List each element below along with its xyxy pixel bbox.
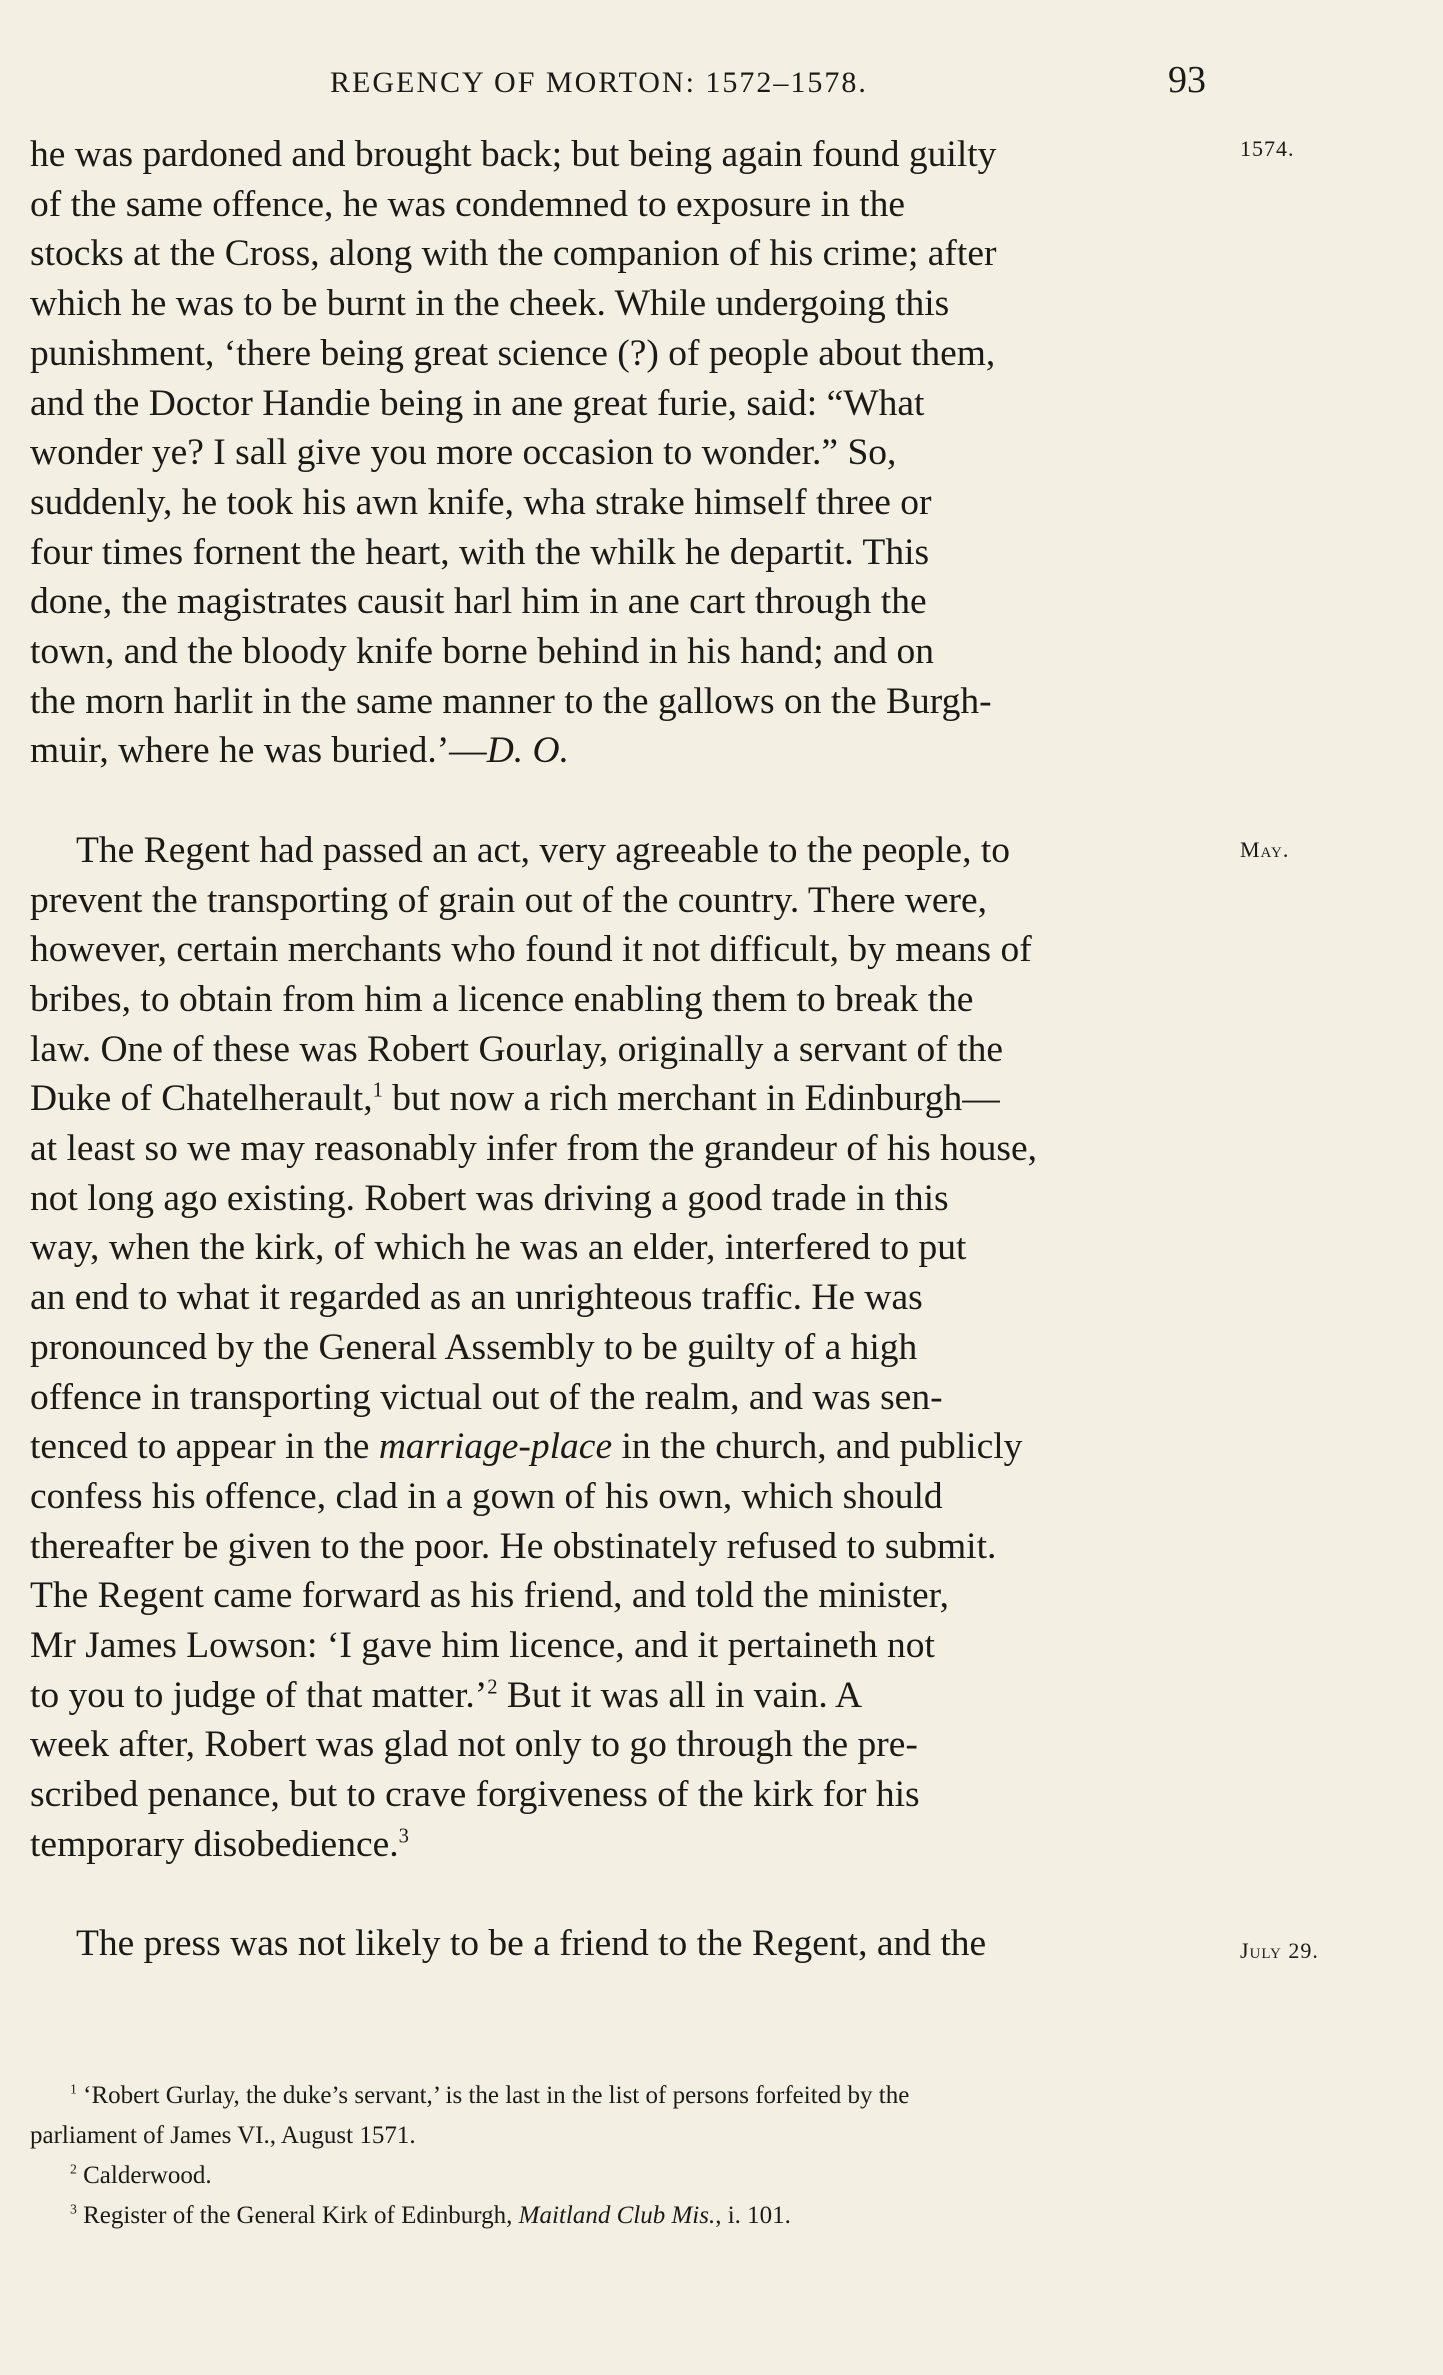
text-line: thereafter be given to the poor. He obstinately refused to submit. [30,1525,997,1567]
text-line: however, certain merchants who found it not difficult, by means of [30,929,1032,971]
text-segment: in the church, and publicly [621,1426,1023,1468]
margin-note-may: May. [1240,837,1290,862]
text-line: of the same offence, he was condemned to exposure in the [30,183,906,225]
footnote-mark: 3 [70,2201,77,2217]
text-line: suddenly, he took his awn knife, wha strake himself three or [30,481,932,523]
footnote-1 [30,2076,1260,2116]
body-text [30,130,1230,1969]
signature-initials: D. O. [486,730,569,772]
text-line: town, and the bloody knife borne behind in his hand; and on [30,631,935,673]
footnote-3 [30,2196,1260,2236]
text-line: prevent the transporting of grain out of the country. There were, [30,879,987,921]
page-number: 93 [1168,59,1206,101]
margin-note-year: 1574. [1240,136,1295,161]
text-segment: Duke of Chatelherault, [30,1078,373,1120]
text-line [30,1820,1230,1870]
text-segment: but now a rich merchant in Edinburgh— [392,1078,1000,1120]
footnote-italic-title: Maitland Club Mis. [518,2202,716,2229]
footnote-ref: 1 [372,1079,383,1102]
text-line [30,726,1230,776]
paragraph-1 [30,130,1230,776]
text-line: an end to what it regarded as an unrighteous traffic. He was [30,1277,923,1319]
text-segment: tenced to appear in the [30,1426,370,1468]
text-line: at least so we may reasonably infer from the grandeur of his house, [30,1128,1037,1170]
page-header [0,58,1443,108]
text-line: four times fornent the heart, with the whilk he departit. This [30,531,930,573]
text-line: way, when the kirk, of which he was an elder, interfered to put [30,1227,967,1269]
footnote-1-continuation [30,2116,1260,2156]
text-line: pronounced by the General Assembly to be guilty of a high [30,1326,918,1368]
text-line: offence in transporting victual out of the realm, and was sen- [30,1376,943,1418]
footnote-ref: 2 [487,1676,498,1699]
text-line: which he was to be burnt in the cheek. While undergoing this [30,283,950,325]
footnotes [30,2076,1260,2236]
text-line [30,1422,1230,1472]
text-line: Mr James Lowson: ‘I gave him licence, and it pertaineth not [30,1625,935,1667]
text-line: confess his offence, clad in a gown of his own, which should [30,1475,943,1517]
text-line [30,1671,1230,1721]
text-segment: But it was all in vain. A [506,1674,863,1716]
text-line: stocks at the Cross, along with the companion of his crime; after [30,233,997,275]
paragraph-2 [30,826,1230,1870]
text-line: done, the magistrates causit harl him in ane cart through the [30,581,927,623]
text-line: The Regent came forward as his friend, and told the minister, [30,1575,950,1617]
footnote-text: parliament of James VI., August 1571. [30,2122,416,2149]
footnote-text: , i. 101. [715,2202,791,2229]
footnote-text: Register of the General Kirk of Edinburgh, [83,2202,513,2229]
footnote-text: ‘Robert Gurlay, the duke’s servant,’ is the last in the list of persons forfeited by the [83,2082,910,2109]
running-head: REGENCY OF MORTON: 1572–1578. [330,66,868,99]
text-line: the morn harlit in the same manner to the gallows on the Burgh- [30,680,992,722]
text-line: punishment, ‘there being great science (?) of people about them, [30,332,996,374]
footnote-mark: 1 [70,2081,77,2097]
text-line: wonder ye? I sall give you more occasion to wonder.” So, [30,432,897,474]
text-line: The press was not likely to be a friend to the Regent, and the [76,1923,987,1965]
italic-term: marriage-place [378,1426,613,1468]
text-line [30,1074,1230,1124]
text-segment: temporary disobedience. [30,1823,399,1865]
text-line: he was pardoned and brought back; but being again found guilty [30,134,997,175]
text-line: bribes, to obtain from him a licence enabling them to break the [30,978,974,1020]
margin-note-july: July 29. [1240,1938,1319,1963]
text-line: law. One of these was Robert Gourlay, originally a servant of the [30,1028,1003,1070]
text-line: scribed penance, but to crave forgiveness of the kirk for his [30,1774,920,1816]
text-line: not long ago existing. Robert was driving a good trade in this [30,1177,949,1219]
text-line: week after, Robert was glad not only to go through the pre- [30,1724,918,1766]
text-line: and the Doctor Handie being in ane great furie, said: “What [30,382,925,424]
text-segment: to you to judge of that matter.’ [30,1674,488,1716]
footnote-2 [30,2156,1260,2196]
footnote-ref: 3 [398,1825,409,1848]
text-line: The Regent had passed an act, very agreeable to the people, to [76,829,1010,871]
footnote-mark: 2 [70,2161,77,2177]
footnote-text: Calderwood. [83,2162,212,2189]
paragraph-3 [30,1919,1230,1969]
text-segment: muir, where he was buried.’— [30,730,487,772]
